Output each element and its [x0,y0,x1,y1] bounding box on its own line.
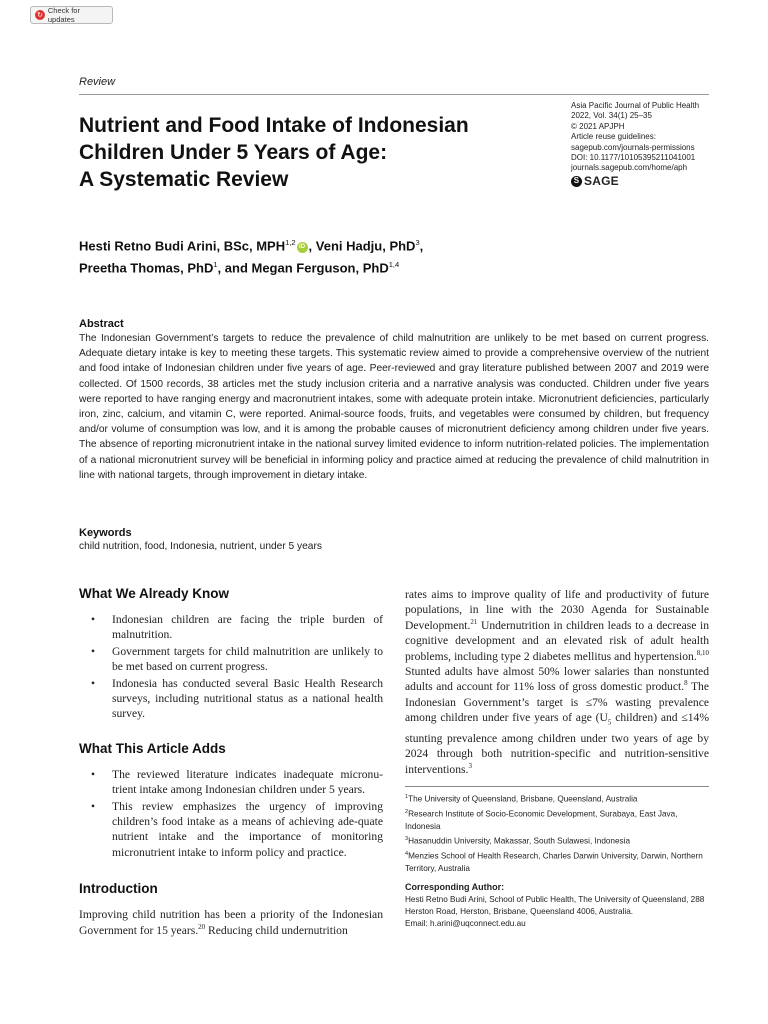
body-text: Undernutrition in children leads to a decrease in cognitive development and an elevated risk of adult health problems, including type 2 diabetes mellitus and hypertension. [405,618,709,663]
journal-copyright: © 2021 APJPH [571,121,625,131]
check-for-updates-label: Check for updates [47,6,80,24]
author-name: , and Megan Ferguson, PhD [217,260,389,276]
author-affiliation-sup: 1 [213,260,218,270]
intro-sentence: Improving child nutrition has been a priority of the Indonesian Government for 15 years. [79,908,383,937]
affiliation-rule [405,786,709,787]
body-text: Stunted adults have almost 50% lower salaries than nonstunted adults and account for 11% loss of gross domestic product. [405,665,709,694]
affiliations [405,791,709,875]
title-line: Nutrient and Food Intake of Indonesian [79,114,469,137]
corresponding-address: Hesti Retno Budi Arini, School of Public Health, The University of Queensland, 288 Herston Road, Herston, Brisbane, Queensland 4006, Australia. [405,894,705,916]
author-list [79,233,639,278]
publisher-name: SAGE [584,174,619,189]
keywords-text: child nutrition, food, Indonesia, nutrient, under 5 years [79,541,322,552]
author-name: , Veni Hadju, PhD [308,238,416,254]
body-text: The Indonesian Government’s target is ≤7% wasting prevalence among children under five years of age (U [405,680,709,725]
author-affiliation-sup: 3 [415,238,420,247]
keywords-heading: Keywords [79,527,132,539]
affiliation-sup: 4 [405,851,409,858]
subscript: 5 [607,718,612,727]
journal-name: Asia Pacific Journal of Public Health [571,101,700,110]
affiliation-item [405,848,709,875]
affiliation-item [405,833,709,848]
affiliation-sup: 2 [405,809,409,816]
corresponding-label: Corresponding Author: [405,882,505,893]
corresponding-email[interactable]: Email: h.arini@uqconnect.edu.au [405,918,526,928]
permissions-link[interactable]: sagepub.com/journals-permissions [571,142,695,152]
already-know-heading: What We Already Know [79,586,230,601]
list-item: • Indonesian children are facing the triple burden of malnutrition. [79,612,383,643]
affiliation-text: Menzies School of Health Research, Charles Darwin University, Darwin, Northern Territory, Australia [405,851,703,874]
left-column [79,585,383,938]
affiliation-item [405,791,709,806]
author-name: Hesti Retno Budi Arini, BSc, MPH [79,238,286,254]
check-for-updates-button[interactable] [30,6,113,24]
list-item: • Indonesia has conducted several Basic Health Research surveys, including nutritional status as a national health survey. [79,676,383,722]
journal-home-link[interactable]: journals.sagepub.com/home/aph [571,163,688,173]
abstract-heading: Abstract [79,318,124,330]
journal-info [571,101,751,187]
affiliation-sup: 1 [405,794,409,801]
list-item: • Government targets for child malnutrition are unlikely to be met based on current progress. [79,644,383,675]
author-affiliation-sup: 1,4 [388,260,400,270]
body-text: rates aims to improve quality of life and productivity of future populations, in line with the 2030 Agenda for Sustainable Development. [405,588,709,632]
abstract-section [79,317,709,483]
update-icon: ↻ [37,11,43,19]
author-affiliation-sup: 1,2 [285,238,296,247]
citation-sup[interactable]: 3 [468,761,472,770]
affiliation-text: Research Institute of Socio-Economic Development, Surabaya, East Java, Indonesia [405,809,678,832]
reuse-label: Article reuse guidelines: [571,132,656,142]
body-text: children) and ≤14% stunting prevalence among children under two years of age by 2024 through both nutrition-specific and nutrition-sensitive interventions. [405,711,709,776]
affiliation-item [405,806,709,833]
journal-volume: 2022, Vol. 34(1) 25–35 [571,111,652,121]
citation-sup[interactable]: 20 [198,922,206,931]
header-rule [79,94,709,95]
right-column [405,587,709,930]
affiliation-sup: 3 [405,836,409,843]
body-paragraph [405,587,709,777]
doi-link[interactable]: DOI: 10.1177/10105395211041001 [571,153,696,163]
affiliation-text: The University of Queensland, Brisbane, Queensland, Australia [408,794,638,804]
orcid-icon[interactable]: iD [297,242,308,253]
title-line: Children Under 5 Years of Age: [79,141,388,164]
already-know-list [79,612,383,722]
abstract-text: The Indonesian Government’s targets to reduce the prevalence of child malnutrition are unlikely to be met based on current progress. Adequate dietary intake is key to meeting these targets. This systematic review aimed to provide a comprehensive overview of the nutrient and food intake of Indonesian children under five years of age. Peer-reviewed and gray literature published between 2007 and 2019 were collected. Of 1500 records, 38 articles met the study inclusion criteria and a narrative analysis was conducted. Children under five years were reported to have ranging energy and macronutrient intakes, some with adequate protein intake. Micronutrient deficiencies, particularly iron, zinc, calcium, and vitamin C, were reported. Animal-source foods, fruits, and vegetables were consumed by children, but frequency and/or volume of consumption was low, and it is among the probable causes of micronutrient deficiency among children under five years. The absence of reporting micronutrient intake in the national survey limited evidence to inform nutrition-related policies. The implementation of a national micronutrient survey will be beneficial in informing policy and practice aimed at reducing the prevalence of child malnutrition in line with national targets, through improvement in dietary intake. [79,333,709,481]
corresponding-author [405,881,709,930]
citation-sup[interactable]: 8 [684,679,688,688]
keywords-section [79,526,709,554]
list-item: • This review emphasizes the urgency of improving children’s food intake as a means of achieving ade-quate nutrient intake and the importance of monitoring micronutrient intake to inform policy and practice. [79,799,383,861]
introduction-heading: Introduction [79,881,158,897]
citation-sup[interactable]: 21 [470,617,478,626]
citation-sup[interactable]: 8,10 [696,648,709,657]
intro-sentence: Reducing child undernutrition [205,923,348,937]
list-item: • The reviewed literature indicates inadequate micronu-trient intake among Indonesian children under 5 years. [79,767,383,798]
article-title [79,112,549,193]
sage-logo-icon: S [571,176,582,187]
article-type: Review [79,76,116,88]
article-adds-list [79,767,383,860]
article-adds-heading: What This Article Adds [79,740,226,756]
publisher-logo [571,176,751,187]
affiliation-text: Hasanuddin University, Makassar, South Sulawesi, Indonesia [408,837,630,846]
author-name: Preetha Thomas, PhD [79,260,214,276]
introduction-text [79,907,383,938]
author-separator: , [419,238,424,254]
title-line: A Systematic Review [79,168,289,191]
